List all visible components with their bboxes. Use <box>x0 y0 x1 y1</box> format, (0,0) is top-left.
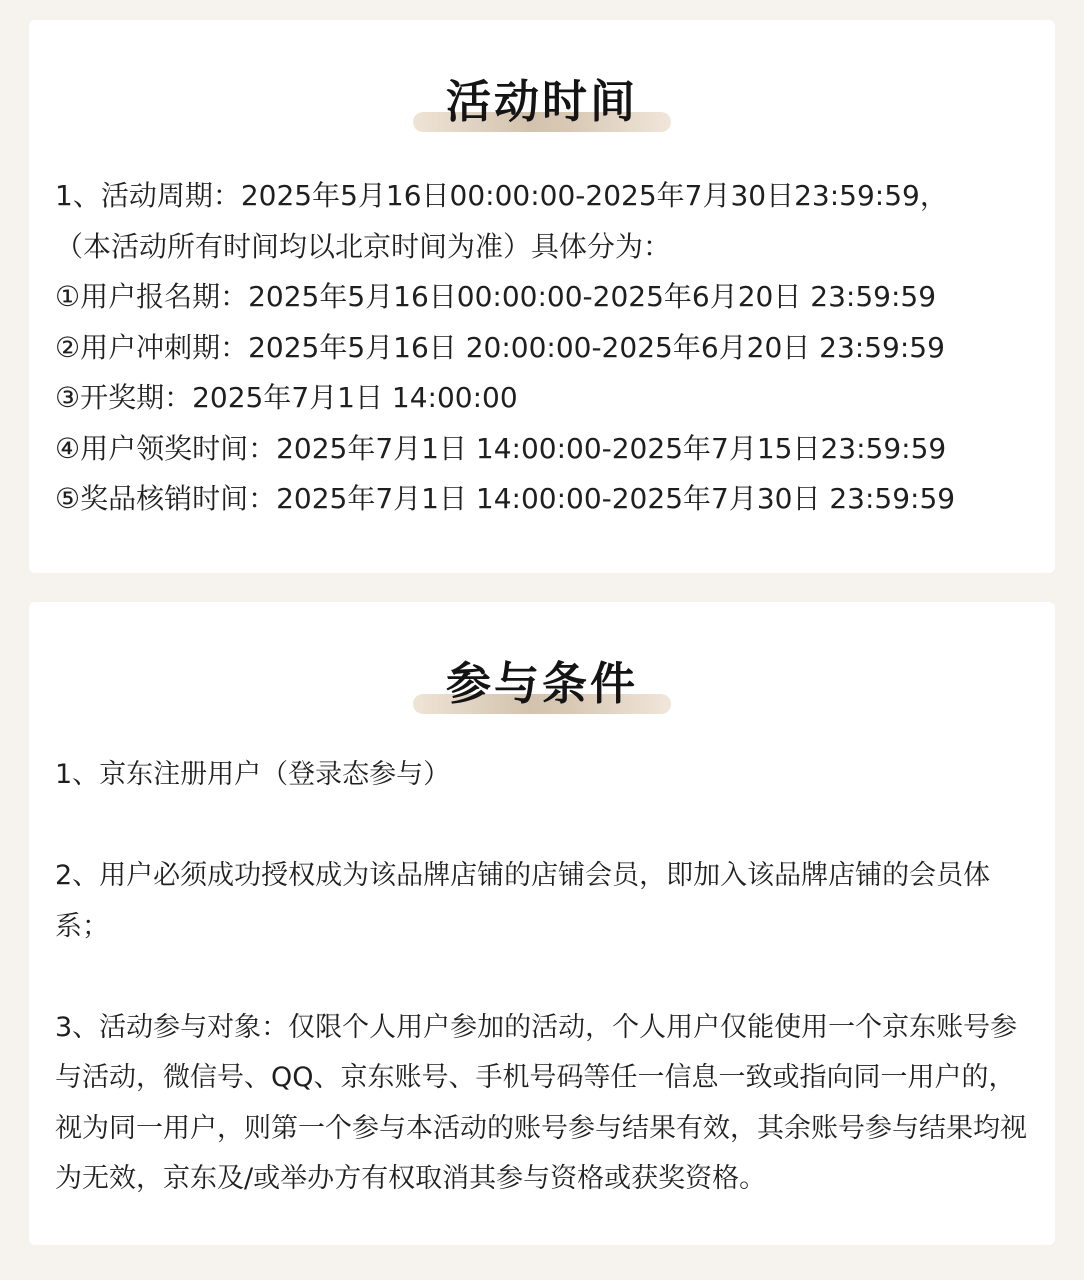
conditions-heading <box>29 656 1055 718</box>
timezone-note-line: （本活动所有时间均以北京时间为准）具体分为： <box>55 229 672 263</box>
registration-period-line: ①用户报名期：2025年5月16日00:00:00-2025年6月20日 23:59:59 <box>55 280 937 313</box>
draw-period-line: ③开奖期：2025年7月1日 14:00:00 <box>55 381 518 414</box>
activity-period-line: 1、活动周期：2025年5月16日00:00:00-2025年7月30日23:59:59， <box>55 179 948 212</box>
sprint-period-line: ②用户冲刺期：2025年5月16日 20:00:00-2025年6月20日 23:59:59 <box>55 330 945 364</box>
activity-time-title: 活动时间 <box>445 75 638 128</box>
activity-time-heading <box>29 74 1055 136</box>
claim-period-line: ④用户领奖时间：2025年7月1日 14:00:00-2025年7月15日23:59:59 <box>55 431 947 465</box>
condition-item-1: 1、京东注册用户（登录态参与） <box>55 759 451 790</box>
redemption-period-line: ⑤奖品核销时间：2025年7月1日 14:00:00-2025年7月30日 23:59:59 <box>55 482 956 515</box>
conditions-card <box>29 602 1055 1245</box>
condition-item-3: 3、活动参与对象：仅限个人用户参加的活动，个人用户仅能使用一个京东账号参与活动，微信号、QQ、京东账号、手机号码等任一信息一致或指向同一用户的，视为同一用户，则第一个参与本活动的账号参与结果有效，其余账号参与结果均视为无效，京东及/或举办方有权取消其参与资格或获奖资格。 <box>55 1011 1027 1194</box>
conditions-title: 参与条件 <box>445 657 638 710</box>
condition-item-2: 2、用户必须成功授权成为该品牌店铺的店铺会员，即加入该品牌店铺的会员体系； <box>55 860 991 942</box>
activity-time-card <box>29 20 1055 573</box>
conditions-list <box>55 750 1031 1205</box>
activity-time-list <box>55 171 1035 525</box>
